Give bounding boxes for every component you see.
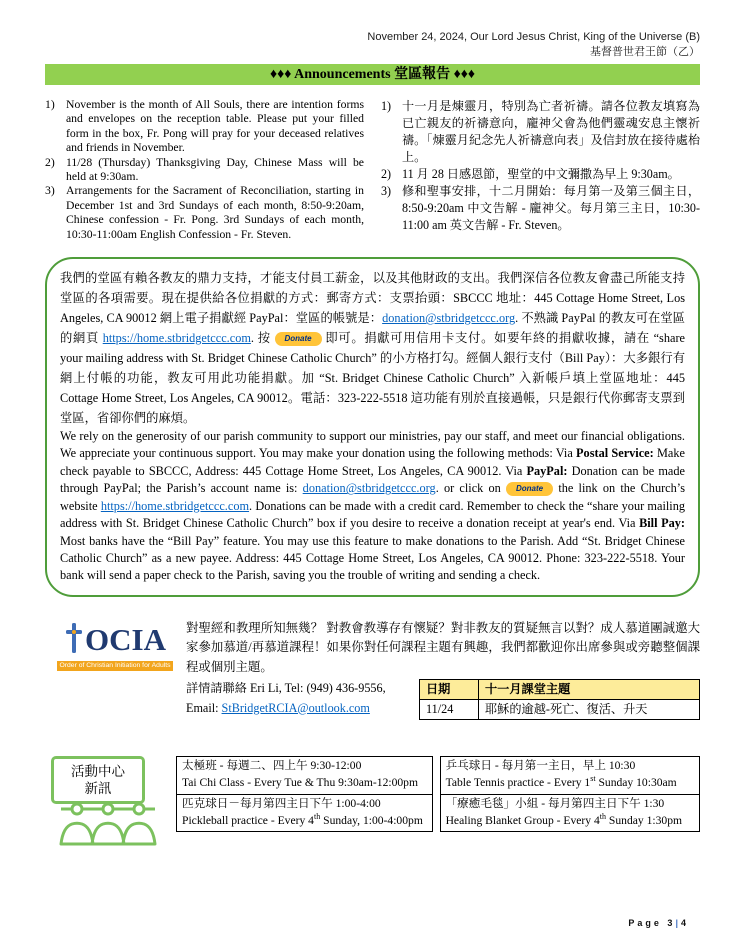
list-number: 3) (45, 184, 55, 198)
list-item-text: 修和聖事安排，十二月開始：每月第一及第三個主日，8:50-9:20am 中文告解 - 龐神父。每月第三主日，10:30-11:00 am 英文告解 - Fr. Steven。 (402, 184, 700, 232)
list-item (381, 98, 700, 166)
activity-board (51, 756, 145, 804)
inline-link[interactable]: donation@stbridgetccc.org (302, 481, 436, 496)
topics-cell-date: 11/24 (420, 700, 479, 720)
inline-link[interactable]: https://home.stbridgetccc.com (102, 331, 251, 346)
activity-cell (177, 794, 433, 832)
activity-cell (440, 794, 699, 832)
table-row (177, 794, 433, 832)
november-topics-table (419, 679, 700, 720)
list-number: 1) (45, 98, 55, 111)
donation-info-box (45, 257, 700, 597)
audience-icon (45, 802, 169, 848)
table-row (420, 700, 700, 720)
topics-header-topic: 十一月課堂主題 (479, 680, 700, 700)
list-item-text: 十一月是煉靈月，特別為亡者祈禱。請各位教友填寫為已亡親友的祈禱意向，龐神父會為他們靈魂安息主懷祈禱。「煉靈月紀念先人祈禱意向表」及信封放在接待處枱上。 (402, 99, 700, 164)
activity-center-section (45, 756, 700, 848)
topics-header-date: 日期 (420, 680, 479, 700)
ocia-text-block (186, 619, 700, 721)
donation-paragraph-en: We rely on the generosity of our parish community to support our ministries, pay our staff, and meet our financial obligations. We appreciate your continuous support. You may make your donation using the following methods: Via Postal Service: Make check payable to SBCCC, Address: 445 Cottage Home Street, Los Angeles, CA 90012. Via PayPal: Donation can be made through PayPal; the Parish’s account name is: donation@stbridgetccc.org. or click on Donate the link on the Church’s website https://home.stbridgetccc.com. Donations can be made with a credit card. Remember to check the “share your mailing address with St. Bridget Chinese Catholic Church” box if you desire to receive a donation receipt at year's end. Via Bill Pay: Most banks have the “Bill Pay” feature. You may use this feature to make donations to the Parish. Add “St. Bridget Chinese Catholic Church” as a new payee. Address: 445 Cottage Home Street, Los Angeles, CA 90012. Phone: 323-222-5518. Your bank will send a paper check to the Parish, saving you the trouble of writing and sending a check. (60, 429, 686, 583)
list-item-text: November is the month of All Souls, there are intention forms and envelopes on the reception table. Please put your filled form in the box, Fr. Pong will pray for your deceased relatives and friends in November. (66, 98, 364, 155)
activity-zh-line: 太極班 - 每週二、四上午 9:30-12:00 (182, 759, 362, 773)
activity-board-line1: 活動中心 (71, 764, 125, 780)
activity-en-line: Table Tennis practice - Every 1st Sunday 10:30am (445, 774, 677, 790)
ocia-contact-info (186, 679, 419, 718)
activity-en-line: Tai Chi Class - Every Tue & Thu 9:30am-12:00pm (182, 776, 418, 790)
list-item (45, 156, 364, 185)
document-header (45, 30, 700, 59)
page-number (628, 918, 689, 928)
activity-board-line2: 新訊 (84, 781, 112, 797)
list-item (381, 166, 700, 183)
announcements-banner: ♦♦♦ Announcements 堂區報告 ♦♦♦ (45, 64, 700, 85)
table-header-row (420, 680, 700, 700)
list-item-text: 11 月 28 日感恩節，聖堂的中文彌撒為早上 9:30am。 (402, 167, 680, 181)
list-number: 2) (381, 167, 392, 181)
activity-en-line: Healing Blanket Group - Every 4th Sunday 1:30pm (445, 811, 683, 827)
ocia-email-link[interactable]: StBridgetRCIA@outlook.com (221, 700, 370, 715)
paypal-donate-button[interactable]: Donate (275, 332, 322, 346)
ocia-logo-subtitle: Order of Christian Initiation for Adults (57, 661, 173, 671)
table-row (440, 757, 699, 795)
header-date-line: November 24, 2024, Our Lord Jesus Christ, King of the Universe (B) (367, 31, 700, 43)
inline-link[interactable]: donation@stbridgetccc.org (382, 311, 516, 326)
header-feast-line-zh: 基督普世君王節（乙） (590, 45, 700, 58)
announcements-chinese-column (381, 98, 700, 242)
page-number-right: 4 (680, 918, 689, 928)
ocia-invitation-text: 對聖經和教理所知無幾？ 對教會教導存有懷疑？對非教友的質疑無言以對？成人慕道團誠邀大家參加慕道/再慕道課程！如果你對任何課程主題有興趣，我們都歡迎你出席參與或旁聽整個課程或個別主題。 (186, 620, 700, 674)
list-item-text: 11/28 (Thursday) Thanksgiving Day, Chinese Mass will be held at 9:30am. (66, 155, 364, 184)
list-number: 3) (381, 184, 392, 198)
ocia-section (45, 619, 700, 721)
activity-center-icon (45, 756, 169, 848)
list-item (381, 183, 700, 234)
table-row (440, 794, 699, 832)
ocia-logo (57, 619, 173, 721)
activity-en-line: Pickleball practice - Every 4th Sunday, 1:00-4:00pm (182, 811, 423, 827)
activity-zh-line: 匹克球日－每月第四主日下午 1:00-4:00 (182, 796, 381, 810)
announcements-columns (45, 98, 700, 242)
list-item-text: Arrangements for the Sacrament of Reconciliation, starting in December 1st and 3rd Sundays of each month, 8:50-9:20am, Chinese confession - Fr. Pong. 3rd Sundays of each month, 10:30-11:00am English Confession - Fr. Steven. (66, 184, 364, 241)
page-number-left: Page 3 (628, 918, 676, 928)
table-row (177, 757, 433, 795)
ocia-email-line (186, 699, 419, 719)
ocia-bottom-row (186, 679, 700, 720)
inline-link[interactable]: https://home.stbridgetccc.com (100, 498, 250, 513)
activity-cell (440, 757, 699, 795)
activity-cell (177, 757, 433, 795)
activity-zh-line: 乒乓球日 - 每月第一主日，早上 10:30 (445, 759, 636, 773)
ocia-logo-top (57, 621, 173, 660)
ocia-contact-line: 詳情請聯絡 Eri Li, Tel: (949) 436-9556, (186, 681, 386, 696)
announcements-english-column (45, 98, 364, 242)
list-number: 1) (381, 99, 392, 113)
ocia-email-label: Email: (186, 700, 222, 715)
activity-zh-line: 「療癒毛毯」小組 - 每月第四主日下午 1:30 (445, 796, 665, 810)
paypal-donate-button[interactable]: Donate (506, 482, 553, 496)
ocia-cross-icon (64, 621, 84, 660)
donation-paragraph-zh: 我們的堂區有賴各教友的鼎力支持，才能支付員工薪金，以及其他財政的支出。我們深信各位教友會盡己所能支持堂區的各項需要。現在提供給各位捐獻的方式：郵寄方式：支票抬頭：SBCCC 地址：445 Cottage Home Street, Los Angeles, CA 90012 網上電子捐獻經 PayPal：堂區的帳號是：donation@stbridgetccc.org. 不熟識 PayPal 的教友可在堂區的網頁 https://home.stbridgetccc.com. 按 Donate 即可。捐獻可用信用卡支付。如要年終的捐獻收據，請在 “share your mailing address with St. Bridget Chinese Catholic Church” 的小方格打勾。經個人銀行支付（Bill Pay）：大多銀行有網上付帳的功能，教友可用此功能捐獻。加 “St. Bridget Chinese Catholic Church” 入新帳戶填上堂區地址：445 Cottage Home Street, Los Angeles, CA 90012。電話：323-222-5518 這功能有別於直接過帳，只是銀行代你郵寄支票到堂區，省卻你們的麻煩。 (60, 271, 686, 426)
activity-table-right (440, 756, 700, 832)
activity-table-left (176, 756, 433, 832)
list-number: 2) (45, 155, 55, 169)
ocia-wordmark: OCIA (85, 622, 166, 658)
list-item (45, 184, 364, 242)
list-item (45, 98, 364, 156)
topics-cell-topic: 耶穌的逾越-死亡、復活、升天 (479, 700, 700, 720)
page-number-separator: | (675, 918, 681, 928)
